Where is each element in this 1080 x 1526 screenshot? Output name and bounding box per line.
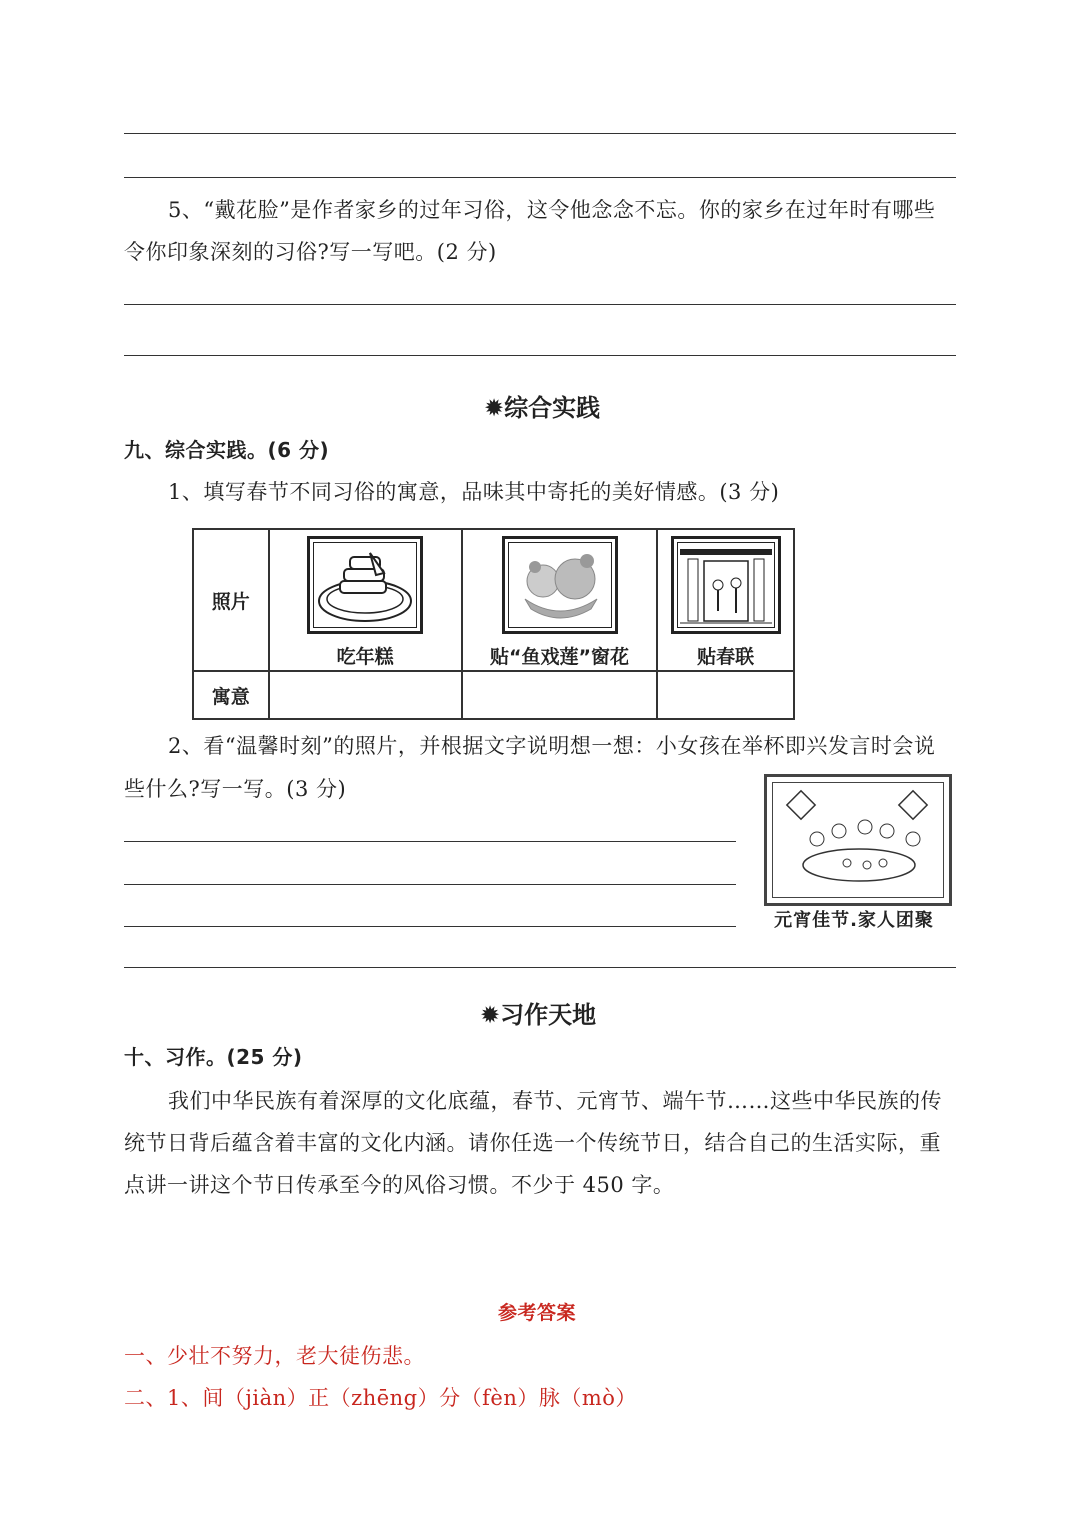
- answer-line: [124, 884, 736, 885]
- writing-prompt-line-2: 统节日背后蕴含着丰富的文化内涵。请你任选一个传统节日，结合自己的生活实际，重: [124, 1131, 941, 1155]
- answer-1: 一、少壮不努力，老大徒伤悲。: [124, 1344, 425, 1368]
- customs-table: [192, 528, 795, 720]
- answers-title: 参考答案: [498, 1302, 577, 1324]
- caption-rice-cake: 吃年糕: [336, 645, 394, 668]
- question-5-line-2: 令你印象深刻的习俗?写一写吧。(2 分): [124, 240, 497, 264]
- question-10-title: 十、习作。(25 分): [124, 1045, 303, 1069]
- photo-cell-paper-cut: [462, 529, 657, 671]
- sunburst-icon: ✹: [484, 394, 505, 422]
- row-label-meaning: 寓意: [193, 671, 269, 719]
- answer-line: [124, 967, 956, 968]
- photo-cell-rice-cake: [269, 529, 462, 671]
- sunburst-icon: ✹: [480, 1001, 501, 1029]
- family-dinner-icon: [767, 777, 949, 903]
- row-label-photo: 照片: [193, 529, 269, 671]
- question-9-1: 1、填写春节不同习俗的寓意，品味其中寄托的美好情感。(3 分): [168, 480, 780, 504]
- question-9-title: 九、综合实践。(6 分): [124, 438, 330, 462]
- question-9-2-line-2: 些什么?写一写。(3 分): [124, 777, 347, 801]
- paper-cut-icon: [505, 539, 615, 631]
- meaning-cell-paper-cut[interactable]: [462, 671, 657, 719]
- writing-prompt-line-1: 我们中华民族有着深厚的文化底蕴，春节、元宵节、端午节……这些中华民族的传: [168, 1089, 942, 1113]
- writing-prompt-line-3: 点讲一讲这个节日传承至今的风俗习惯。不少于 450 字。: [124, 1173, 675, 1197]
- question-5-line-1: 5、“戴花脸”是作者家乡的过年习俗，这令他念念不忘。你的家乡在过年时有哪些: [168, 198, 936, 222]
- answer-line: [124, 304, 956, 305]
- answer-line: [124, 177, 956, 178]
- section-heading-writing: ✹习作天地: [480, 1001, 597, 1029]
- answer-line: [124, 133, 956, 134]
- question-9-2-line-1: 2、看“温馨时刻”的照片，并根据文字说明想一想：小女孩在举杯即兴发言时会说: [168, 734, 936, 758]
- answer-line: [124, 355, 956, 356]
- caption-paper-cut: 贴“鱼戏莲”窗花: [490, 645, 630, 668]
- picture-caption: 元宵佳节.家人团聚: [774, 910, 934, 931]
- answer-line: [124, 841, 736, 842]
- section-heading-practice: ✹综合实践: [484, 394, 601, 422]
- photo-cell-couplets: [657, 529, 794, 671]
- answer-2: 二、1、间（jiàn）正（zhēng）分（fèn）脉（mò）: [124, 1386, 637, 1410]
- family-dinner-picture: [764, 774, 952, 906]
- rice-cake-icon: [310, 539, 420, 631]
- meaning-cell-couplets[interactable]: [657, 671, 794, 719]
- couplets-door-icon: [674, 539, 778, 631]
- answer-line: [124, 926, 736, 927]
- caption-couplets: 贴春联: [697, 645, 755, 668]
- meaning-cell-rice-cake[interactable]: [269, 671, 462, 719]
